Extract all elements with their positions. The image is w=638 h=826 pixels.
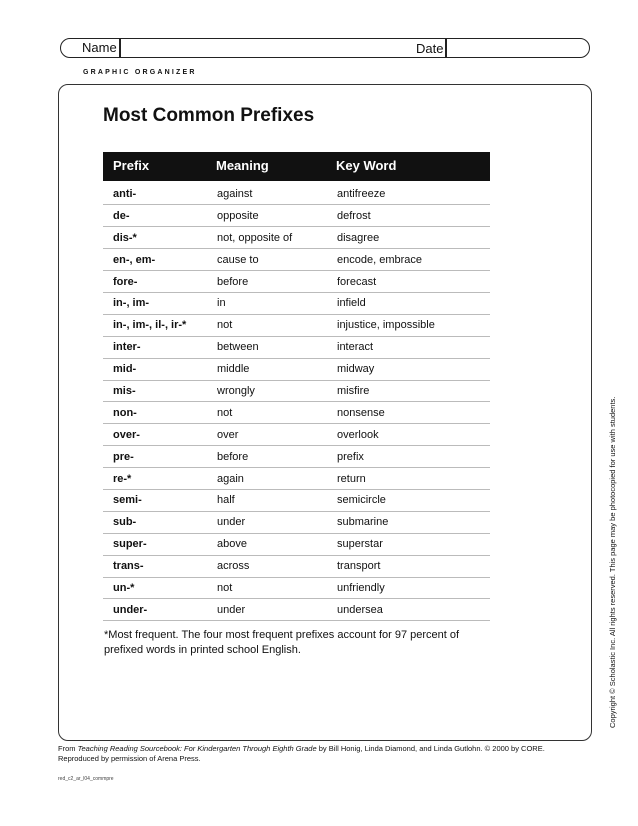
meaning-cell: before [216,271,336,293]
meaning-cell: cause to [216,249,336,271]
table-body [103,181,490,621]
meaning-cell: in [216,292,336,314]
column-header-keyword: Key Word [336,158,397,173]
prefix-cell: pre- [103,446,216,468]
table-row [103,271,490,293]
section-tag: GRAPHIC ORGANIZER [83,69,197,76]
prefix-cell: dis-* [103,227,216,249]
source-prefix: From [58,744,78,753]
column-header-prefix: Prefix [113,158,150,173]
keyword-cell: semicircle [336,489,490,511]
column-header-meaning: Meaning [216,158,269,173]
meaning-cell: wrongly [216,380,336,402]
keyword-cell: return [336,468,490,490]
meaning-cell: again [216,468,336,490]
source-line-2: Reproduced by permission of Arena Press. [58,754,201,763]
table-row [103,533,490,555]
table-row [103,468,490,490]
table-header-row [103,152,490,181]
meaning-cell: under [216,511,336,533]
meaning-cell: not [216,577,336,599]
keyword-cell: prefix [336,446,490,468]
table-row [103,555,490,577]
copyright-notice: Copyright © Scholastic Inc. All rights reserved. This page may be photocopied for use with students. [608,396,617,728]
keyword-cell: disagree [336,227,490,249]
meaning-cell: across [216,555,336,577]
table-row [103,292,490,314]
date-label: Date [416,41,444,56]
table-row [103,511,490,533]
keyword-cell: nonsense [336,402,490,424]
keyword-cell: superstar [336,533,490,555]
date-divider [445,38,447,58]
table-row [103,227,490,249]
source-book-title: Teaching Reading Sourcebook: For Kindergarten Through Eighth Grade [77,744,317,753]
source-suffix: by Bill Honig, Linda Diamond, and Linda Gutlohn. © 2000 by CORE. [316,744,545,753]
table-row [103,358,490,380]
meaning-cell: under [216,599,336,621]
table-row [103,577,490,599]
prefix-cell: anti- [103,183,216,205]
prefix-cell: inter- [103,336,216,358]
source-citation [58,744,598,764]
keyword-cell: forecast [336,271,490,293]
page-title: Most Common Prefixes [103,105,315,126]
meaning-cell: above [216,533,336,555]
prefix-cell: sub- [103,511,216,533]
keyword-cell: injustice, impossible [336,314,490,336]
prefix-cell: re-* [103,468,216,490]
table-row [103,402,490,424]
meaning-cell: not [216,314,336,336]
prefix-cell: semi- [103,489,216,511]
prefix-cell: trans- [103,555,216,577]
keyword-cell: undersea [336,599,490,621]
table-row [103,424,490,446]
prefix-cell: non- [103,402,216,424]
prefix-cell: super- [103,533,216,555]
keyword-cell: defrost [336,205,490,227]
prefix-cell: mid- [103,358,216,380]
name-label: Name [82,40,117,55]
table-row [103,599,490,621]
table-row [103,336,490,358]
keyword-cell: midway [336,358,490,380]
meaning-cell: opposite [216,205,336,227]
document-code: red_c2_ar_l04_commpre [58,776,114,782]
prefix-cell: under- [103,599,216,621]
keyword-cell: antifreeze [336,183,490,205]
keyword-cell: overlook [336,424,490,446]
meaning-cell: between [216,336,336,358]
keyword-cell: encode, embrace [336,249,490,271]
prefix-cell: in-, im-, il-, ir-* [103,314,216,336]
table-row [103,489,490,511]
prefix-cell: un-* [103,577,216,599]
table-row [103,249,490,271]
prefix-cell: fore- [103,271,216,293]
name-divider [119,38,121,58]
prefix-cell: de- [103,205,216,227]
keyword-cell: misfire [336,380,490,402]
meaning-cell: not, opposite of [216,227,336,249]
name-date-bar [60,38,590,58]
meaning-cell: before [216,446,336,468]
keyword-cell: transport [336,555,490,577]
meaning-cell: over [216,424,336,446]
table-row [103,380,490,402]
keyword-cell: interact [336,336,490,358]
meaning-cell: middle [216,358,336,380]
keyword-cell: infield [336,292,490,314]
table-row [103,183,490,205]
keyword-cell: unfriendly [336,577,490,599]
table-row [103,446,490,468]
prefix-cell: over- [103,424,216,446]
meaning-cell: half [216,489,336,511]
prefix-table [103,152,490,621]
table-row [103,205,490,227]
footnote: *Most frequent. The four most frequent prefixes account for 97 percent of prefixed words in printed school English. [104,629,460,656]
meaning-cell: against [216,183,336,205]
meaning-cell: not [216,402,336,424]
prefix-cell: in-, im- [103,292,216,314]
keyword-cell: submarine [336,511,490,533]
prefix-cell: mis- [103,380,216,402]
table-row [103,314,490,336]
prefix-cell: en-, em- [103,249,216,271]
